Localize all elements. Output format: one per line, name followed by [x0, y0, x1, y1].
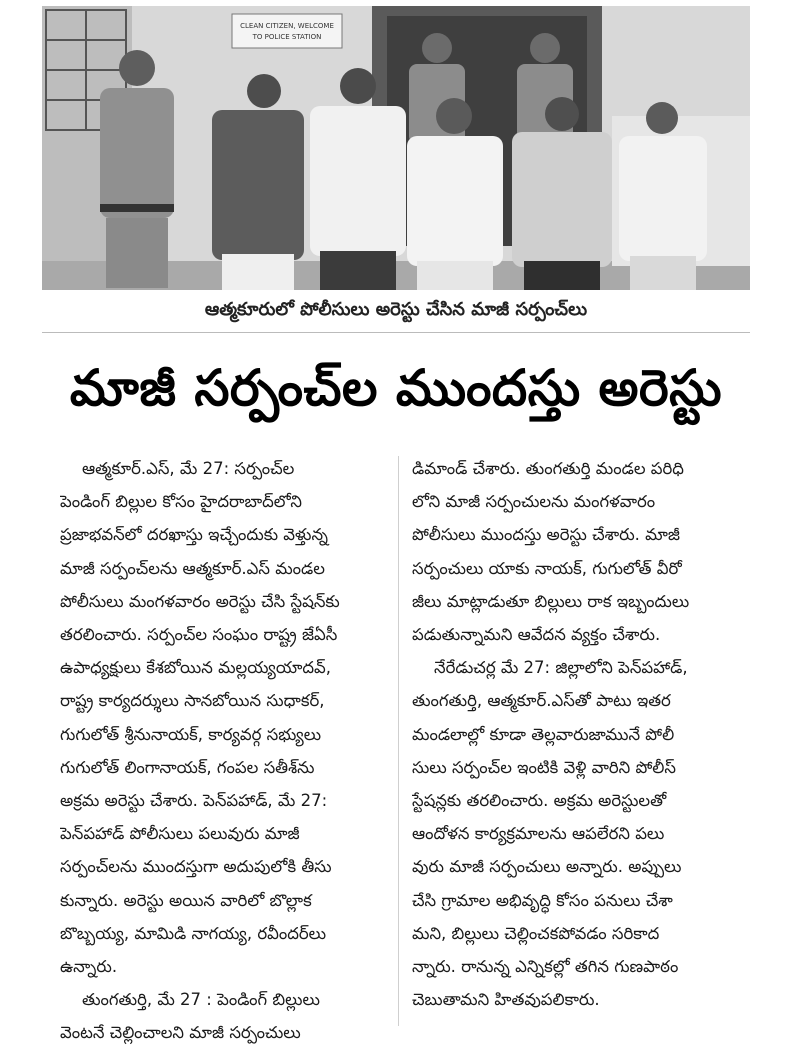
article-line: ఉన్నారు. — [60, 957, 118, 977]
article-line: సర్పంచులు యాకు నాయక్, గుగులోత్ వీరో — [412, 558, 682, 578]
headline: మాజీ సర్పంచ్‌ల ముందస్తు అరెస్టు — [69, 358, 723, 417]
article-line: గుగులోత్ శ్రీనునాయక్, కార్యవర్గ సభ్యులు — [60, 724, 322, 744]
article-line: అక్రమ అరెస్టు చేశారు. పెన్‌పహాడ్, మే 27: — [60, 791, 328, 811]
article-line: రాష్ట్ర కార్యదర్శులు సానబోయిన సుధాకర్, — [60, 691, 325, 711]
article-line: ఆత్మకూర్.ఎస్, మే 27: సర్పంచ్‌ల — [82, 459, 295, 478]
article-line: తరలించారు. సర్పంచ్‌ల సంఘం రాష్ట్ర జేఏసీ — [60, 625, 338, 645]
sign-text-line2: TO POLICE STATION — [252, 33, 322, 41]
article-line: ప్రజాభవన్‌లో దరఖాస్తు ఇచ్చేందుకు వెళ్తున్న — [60, 525, 328, 545]
article-line: తుంగతుర్తి, మే 27 : పెండింగ్ బిల్లులు — [82, 990, 320, 1010]
article-line: జీలు మాట్లాడుతూ బిల్లులు రాక ఇబ్బందులు — [412, 591, 690, 611]
article-line: పెన్‌పహాడ్ పోలీసులు పలువురు మాజీ — [60, 824, 300, 844]
article-line: ఉపాధ్యక్షులు కేశబోయిన మల్లయ్యయాదవ్, — [60, 658, 331, 678]
article-line: గుగులోత్ లింగానాయక్, గంపల సతీశ్‌ను — [60, 757, 315, 777]
article-line: నేరేడుచర్ల మే 27: జిల్లాలోని పెన్‌పహాడ్, — [434, 658, 688, 678]
article-line: ఆందోళన కార్యక్రమాలను ఆపలేరని పలు — [412, 824, 665, 844]
article-line: పడుతున్నామని ఆవేదన వ్యక్తం చేశారు. — [412, 625, 661, 645]
article-line: మని, బిల్లులు చెల్లించకపోవడం సరికాద — [412, 923, 660, 943]
article-line: డిమాండ్ చేశారు. తుంగతుర్తి మండల పరిధి — [412, 459, 684, 478]
article-line: పెండింగ్ బిల్లుల కోసం హైదరాబాద్‌లోని — [60, 492, 302, 512]
column-divider — [398, 456, 399, 1026]
article-line: వెంటనే చెల్లించాలని మాజీ సర్పంచులు — [60, 1023, 301, 1043]
article-line: చేసి గ్రామాల అభివృద్ధి కోసం పనులు చేశా — [412, 890, 673, 910]
article-line: సర్పంచ్‌లను ముందస్తుగా అదుపులోకి తీసు — [60, 857, 332, 877]
article-line: బొబ్బయ్య, మామిడి నాగయ్య, రవీందర్‌లు — [60, 923, 327, 943]
article-line: మాజీ సర్పంచ్‌లను ఆత్మకూర్.ఎస్ మండల — [60, 558, 325, 578]
sign-text-line1: CLEAN CITIZEN, WELCOME — [240, 22, 334, 30]
news-photo — [42, 6, 750, 290]
article-column-left — [60, 452, 405, 1050]
article-column-right — [412, 452, 757, 1016]
article-line: పోలీసులు మంగళవారం అరెస్టు చేసి స్టేషన్‌కు — [60, 591, 340, 611]
article-line: న్నారు. రానున్న ఎన్నికల్లో తగిన గుణపాఠం — [412, 957, 679, 977]
article-line: కున్నారు. అరెస్టు అయిన వారిలో బొల్లాక — [60, 890, 312, 910]
article-line: లోని మాజీ సర్పంచులను మంగళవారం — [412, 492, 656, 512]
article-line: పోలీసులు ముందస్తు అరెస్టు చేశారు. మాజీ — [412, 525, 680, 545]
article-line: చెబుతామని హితవుపలికారు. — [412, 990, 600, 1010]
article-line: వురు మాజీ సర్పంచులు అన్నారు. అప్పులు — [412, 857, 682, 877]
photo-caption: ఆత్మకూరులో పోలీసులు అరెస్టు చేసిన మాజీ సర్పంచ్‌లు — [42, 290, 750, 333]
article-line: తుంగతుర్తి, ఆత్మకూర్.ఎస్‌తో పాటు ఇతర — [412, 691, 671, 711]
article-line: మండలాల్లో కూడా తెల్లవారుజామునే పోలీ — [412, 724, 675, 744]
article-line: స్టేషన్లకు తరలించారు. అక్రమ అరెస్టులతో — [412, 791, 667, 811]
article-line: సులు సర్పంచ్‌ల ఇంటికి వెళ్లి వారిని పోలీస్ — [412, 757, 676, 777]
group-photo-illustration — [42, 6, 750, 290]
